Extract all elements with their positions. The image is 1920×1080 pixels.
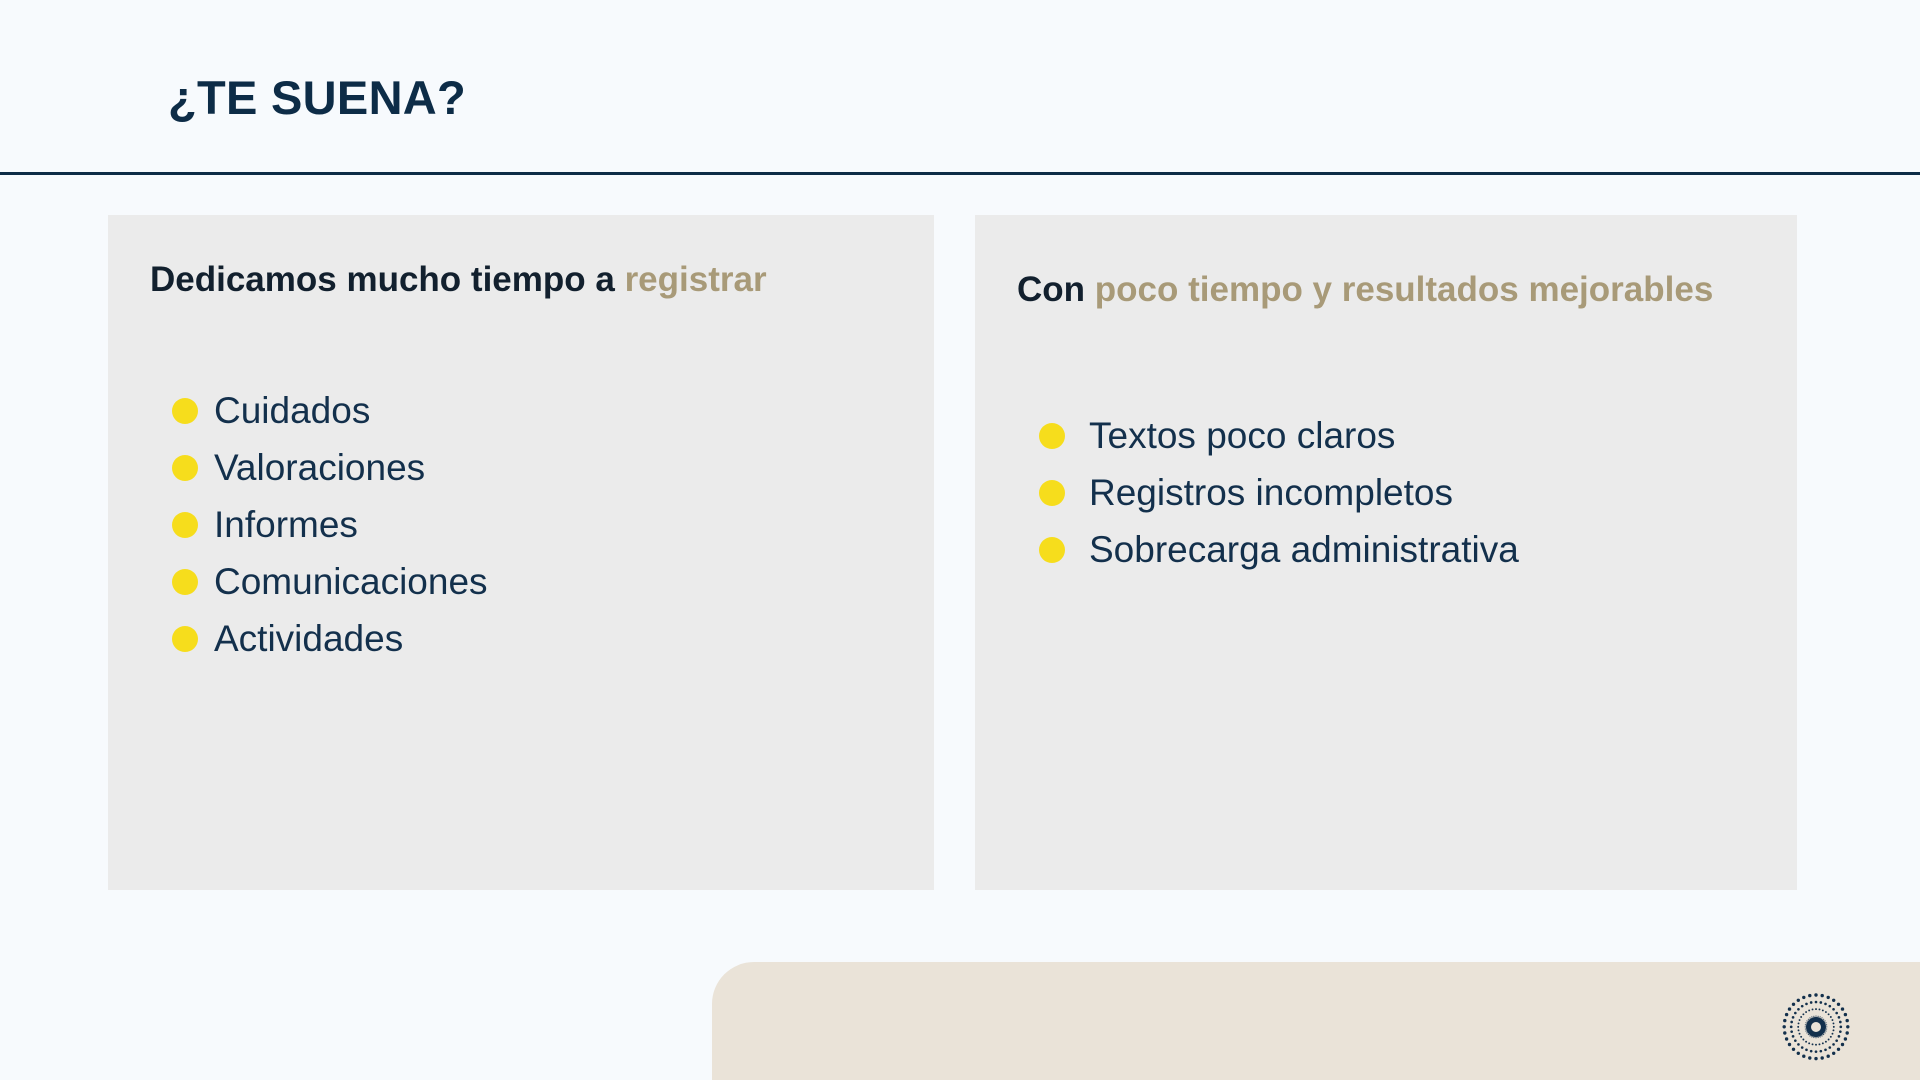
- list-item-label: Cuidados: [214, 390, 371, 432]
- list-item-label: Valoraciones: [214, 447, 426, 489]
- list-item: [1039, 529, 1755, 571]
- card-left-heading-highlight: registrar: [624, 260, 767, 299]
- bullet-dot-icon: [172, 455, 198, 481]
- card-left: [108, 215, 934, 890]
- list-item-label: Textos poco claros: [1089, 415, 1396, 457]
- list-item: [1039, 415, 1755, 457]
- card-left-heading-plain: Dedicamos mucho tiempo a: [150, 260, 615, 299]
- bottom-decorative-band: [712, 962, 1920, 1080]
- bullet-dot-icon: [172, 512, 198, 538]
- list-item-label: Comunicaciones: [214, 561, 488, 603]
- bullet-dot-icon: [172, 569, 198, 595]
- card-left-heading: [150, 253, 892, 307]
- list-item: [172, 561, 892, 603]
- list-item: [1039, 472, 1755, 514]
- list-item-label: Registros incompletos: [1089, 472, 1453, 514]
- bullet-dot-icon: [172, 626, 198, 652]
- circular-dotted-logo-icon: [1777, 988, 1855, 1066]
- list-item: [172, 447, 892, 489]
- list-item-label: Actividades: [214, 618, 404, 660]
- title-area: [0, 0, 1920, 172]
- card-right: [975, 215, 1797, 890]
- bullet-dot-icon: [172, 398, 198, 424]
- bullet-dot-icon: [1039, 537, 1065, 563]
- list-item-label: Informes: [214, 504, 358, 546]
- card-right-heading-highlight: poco tiempo y resultados mejorables: [1094, 270, 1714, 309]
- list-item-label: Sobrecarga administrativa: [1089, 529, 1519, 571]
- card-right-heading: [1017, 263, 1755, 317]
- card-left-list: [172, 390, 892, 660]
- list-item: [172, 504, 892, 546]
- page-title: ¿TE SUENA?: [168, 71, 467, 124]
- bullet-dot-icon: [1039, 480, 1065, 506]
- list-item: [172, 618, 892, 660]
- card-right-list: [1039, 415, 1755, 571]
- card-right-heading-plain: Con: [1017, 270, 1086, 309]
- bullet-dot-icon: [1039, 423, 1065, 449]
- title-divider: [0, 172, 1920, 175]
- list-item: [172, 390, 892, 432]
